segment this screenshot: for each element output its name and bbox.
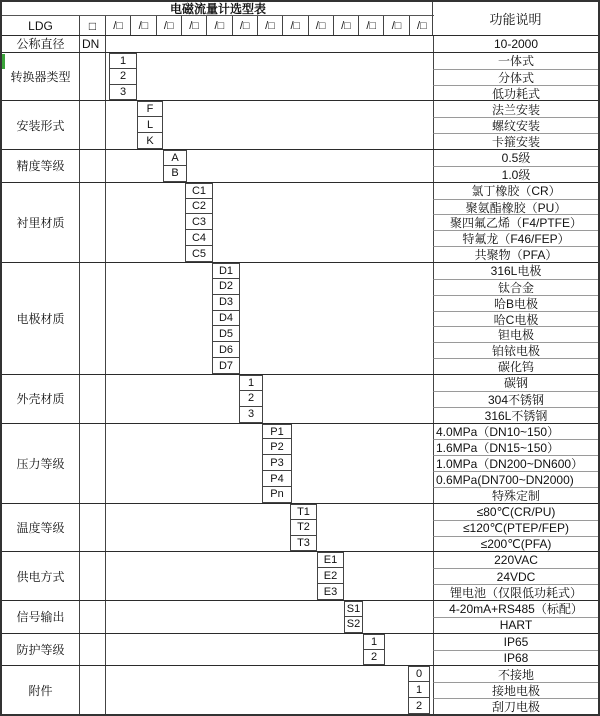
- group-accuracy: [2, 149, 598, 182]
- desc-cell: 304不锈钢: [433, 391, 598, 407]
- option-row: [106, 666, 598, 682]
- desc-cell: 316L电极: [433, 263, 598, 279]
- group-label: 附件: [2, 666, 80, 714]
- code-cell: 1: [109, 53, 137, 69]
- desc-cell: 接地电极: [433, 682, 598, 698]
- code-cell: T2: [290, 520, 317, 536]
- option-row: [106, 214, 598, 230]
- desc-cell: 0.5级: [433, 150, 598, 166]
- option-row: [106, 471, 598, 487]
- option-row: [106, 230, 598, 246]
- group-lining-material: [2, 182, 598, 262]
- base-code-box: □: [80, 16, 106, 35]
- code-slot-4: /□: [182, 16, 207, 35]
- code-cell: D2: [212, 279, 240, 295]
- base-code-spacer: [80, 101, 106, 149]
- desc-cell: 分体式: [433, 69, 598, 85]
- option-row: [106, 69, 598, 85]
- group-label: 公称直径: [2, 36, 80, 52]
- option-row: [106, 617, 598, 633]
- option-row: [106, 246, 598, 262]
- code-cell: E2: [317, 568, 344, 584]
- option-row: [106, 326, 598, 342]
- option-row: [106, 682, 598, 698]
- group-nominal-diameter: [2, 35, 598, 52]
- base-code-spacer: [80, 601, 106, 633]
- desc-cell: 锂电池（仅限低功耗式）: [433, 584, 598, 600]
- code-cell: E1: [317, 552, 344, 568]
- desc-cell: 共聚物（PFA）: [433, 246, 598, 262]
- code-cell: D5: [212, 326, 240, 342]
- option-row: [106, 183, 598, 199]
- desc-cell: 24VDC: [433, 568, 598, 584]
- desc-cell: 螺纹安装: [433, 117, 598, 133]
- option-row: [106, 634, 598, 650]
- function-column-header: 功能说明: [432, 2, 598, 35]
- option-row: [106, 311, 598, 327]
- code-cell: 3: [239, 407, 263, 423]
- desc-cell: 哈C电极: [433, 311, 598, 327]
- desc-cell: 一体式: [433, 53, 598, 69]
- code-cell: T3: [290, 536, 317, 552]
- code-cell: P1: [262, 424, 292, 440]
- desc-cell: IP65: [433, 634, 598, 650]
- base-code-cell: DN: [80, 36, 106, 52]
- option-row: [106, 520, 598, 536]
- option-row: [106, 504, 598, 520]
- option-row: [106, 536, 598, 552]
- desc-cell: 碳化钨: [433, 358, 598, 374]
- code-cell: D1: [212, 263, 240, 279]
- code-cell: S2: [344, 617, 363, 633]
- code-cell: 1: [363, 634, 385, 650]
- group-converter-type: [2, 52, 598, 101]
- group-installation: [2, 100, 598, 149]
- code-cell: P3: [262, 455, 292, 471]
- code-slot-7: /□: [258, 16, 283, 35]
- base-code-spacer: [80, 183, 106, 262]
- option-row: [106, 150, 598, 166]
- desc-cell: 氯丁橡胶（CR）: [433, 183, 598, 199]
- group-label: 压力等级: [2, 424, 80, 503]
- code-cell: F: [137, 101, 163, 117]
- desc-cell: IP68: [433, 650, 598, 666]
- group-label: 电极材质: [2, 263, 80, 374]
- desc-cell: 不接地: [433, 666, 598, 682]
- base-code-spacer: [80, 666, 106, 714]
- desc-cell: 1.0MPa（DN200~DN600）: [433, 455, 598, 471]
- option-row: [106, 601, 598, 617]
- group-housing-material: [2, 374, 598, 423]
- group-temperature-rating: [2, 503, 598, 552]
- desc-cell: ≤200℃(PFA): [433, 536, 598, 552]
- code-cell: C4: [185, 230, 213, 246]
- desc-cell: 低功耗式: [433, 85, 598, 101]
- option-row: [106, 295, 598, 311]
- base-code-spacer: [80, 53, 106, 101]
- group-label: 防护等级: [2, 634, 80, 666]
- code-cell: 2: [363, 650, 385, 666]
- group-accessories: [2, 665, 598, 714]
- option-row: [106, 117, 598, 133]
- base-code-spacer: [80, 552, 106, 600]
- code-cell: 2: [408, 698, 430, 714]
- code-cell: 1: [239, 375, 263, 391]
- base-code-spacer: [80, 150, 106, 182]
- base-code-spacer: [80, 424, 106, 503]
- desc-cell: 10-2000: [433, 36, 598, 52]
- group-label: 转换器类型: [2, 53, 80, 101]
- desc-cell: ≤120℃(PTEP/FEP): [433, 520, 598, 536]
- option-row: [106, 263, 598, 279]
- desc-cell: 4.0MPa（DN10~150）: [433, 424, 598, 440]
- desc-cell: 1.0级: [433, 166, 598, 182]
- code-cell: C1: [185, 183, 213, 199]
- option-row: [106, 358, 598, 374]
- code-cell: A: [163, 150, 187, 166]
- code-cell: D4: [212, 311, 240, 327]
- code-cell: K: [137, 133, 163, 149]
- desc-cell: 碳钢: [433, 375, 598, 391]
- code-slot-3: /□: [157, 16, 182, 35]
- model-code-row: [2, 16, 434, 35]
- desc-cell: 哈B电极: [433, 295, 598, 311]
- table-header: [2, 2, 598, 35]
- code-slot-13: /□: [417, 19, 427, 32]
- code-cell: C3: [185, 214, 213, 230]
- group-signal-output: [2, 600, 598, 633]
- code-cell: P4: [262, 471, 292, 487]
- code-cell: T1: [290, 504, 317, 520]
- desc-cell: 特氟龙（F46/FEP）: [433, 230, 598, 246]
- code-cell: 1: [408, 682, 430, 698]
- option-row: [106, 568, 598, 584]
- option-row: [106, 650, 598, 666]
- code-cell: 0: [408, 666, 430, 682]
- code-slot-5: /□: [207, 16, 232, 35]
- option-row: [106, 439, 598, 455]
- code-cell: C2: [185, 199, 213, 215]
- desc-cell: 钽电极: [433, 326, 598, 342]
- desc-cell: 0.6MPa(DN700~DN2000): [433, 471, 598, 487]
- option-row: [106, 455, 598, 471]
- desc-cell: 聚氨酯橡胶（PU）: [433, 199, 598, 215]
- group-label: 供电方式: [2, 552, 80, 600]
- code-cell: C5: [185, 246, 213, 262]
- code-cell: D7: [212, 358, 240, 374]
- option-row: [106, 424, 598, 440]
- base-code-spacer: [80, 375, 106, 423]
- code-cell: E3: [317, 584, 344, 600]
- desc-cell: 聚四氟乙烯（F4/PTFE）: [433, 214, 598, 230]
- group-protection-rating: [2, 633, 598, 666]
- code-slot-12: /□: [384, 16, 409, 35]
- group-label: 精度等级: [2, 150, 80, 182]
- option-row: [106, 53, 598, 69]
- desc-cell: 特殊定制: [433, 487, 598, 503]
- code-cell: 2: [239, 391, 263, 407]
- code-cell: B: [163, 166, 187, 182]
- code-cell: P2: [262, 439, 292, 455]
- group-electrode-material: [2, 262, 598, 374]
- code-cell: D6: [212, 342, 240, 358]
- desc-cell: 铂铱电极: [433, 342, 598, 358]
- table-title: 电磁流量计选型表: [2, 2, 434, 16]
- desc-cell: 4-20mA+RS485（标配）: [433, 601, 598, 617]
- option-row: [106, 487, 598, 503]
- code-cell: 3: [109, 85, 137, 101]
- group-label: 安装形式: [2, 101, 80, 149]
- code-slot-1: /□: [106, 16, 131, 35]
- desc-cell: 刮刀电极: [433, 698, 598, 714]
- desc-cell: 卡箍安装: [433, 133, 598, 149]
- code-cell: Pn: [262, 487, 292, 503]
- code-slot-11: /□: [359, 16, 384, 35]
- option-row: [106, 391, 598, 407]
- base-code-spacer: [80, 263, 106, 374]
- option-row: [106, 342, 598, 358]
- option-row: [106, 584, 598, 600]
- desc-cell: 1.6MPa（DN15~150）: [433, 439, 598, 455]
- group-pressure-rating: [2, 423, 598, 503]
- option-row: [106, 36, 598, 52]
- option-row: [106, 199, 598, 215]
- desc-cell: 316L不锈钢: [433, 407, 598, 423]
- base-code-spacer: [80, 504, 106, 552]
- code-cell: L: [137, 117, 163, 133]
- code-cell: 2: [109, 69, 137, 85]
- option-row: [106, 552, 598, 568]
- base-code-spacer: [80, 634, 106, 666]
- option-row: [106, 85, 598, 101]
- desc-cell: HART: [433, 617, 598, 633]
- group-label: 外壳材质: [2, 375, 80, 423]
- group-label: 衬里材质: [2, 183, 80, 262]
- code-slot-10: /□: [334, 16, 359, 35]
- code-slot-9: /□: [309, 16, 334, 35]
- code-slot-2: /□: [131, 16, 156, 35]
- option-row: [106, 279, 598, 295]
- group-label: 信号输出: [2, 601, 80, 633]
- edge-artifact-mark: [2, 54, 5, 69]
- option-row: [106, 101, 598, 117]
- code-cell: S1: [344, 601, 363, 617]
- option-row: [106, 133, 598, 149]
- code-slot-8: /□: [283, 16, 308, 35]
- option-row: [106, 375, 598, 391]
- desc-cell: 钛合金: [433, 279, 598, 295]
- code-cell: D3: [212, 295, 240, 311]
- desc-cell: 法兰安装: [433, 101, 598, 117]
- option-row: [106, 407, 598, 423]
- option-row: [106, 166, 598, 182]
- option-row: [106, 698, 598, 714]
- desc-cell: 220VAC: [433, 552, 598, 568]
- model-prefix: LDG: [2, 16, 80, 35]
- desc-cell: ≤80℃(CR/PU): [433, 504, 598, 520]
- code-slot-6: /□: [233, 16, 258, 35]
- group-label: 温度等级: [2, 504, 80, 552]
- group-power-supply: [2, 551, 598, 600]
